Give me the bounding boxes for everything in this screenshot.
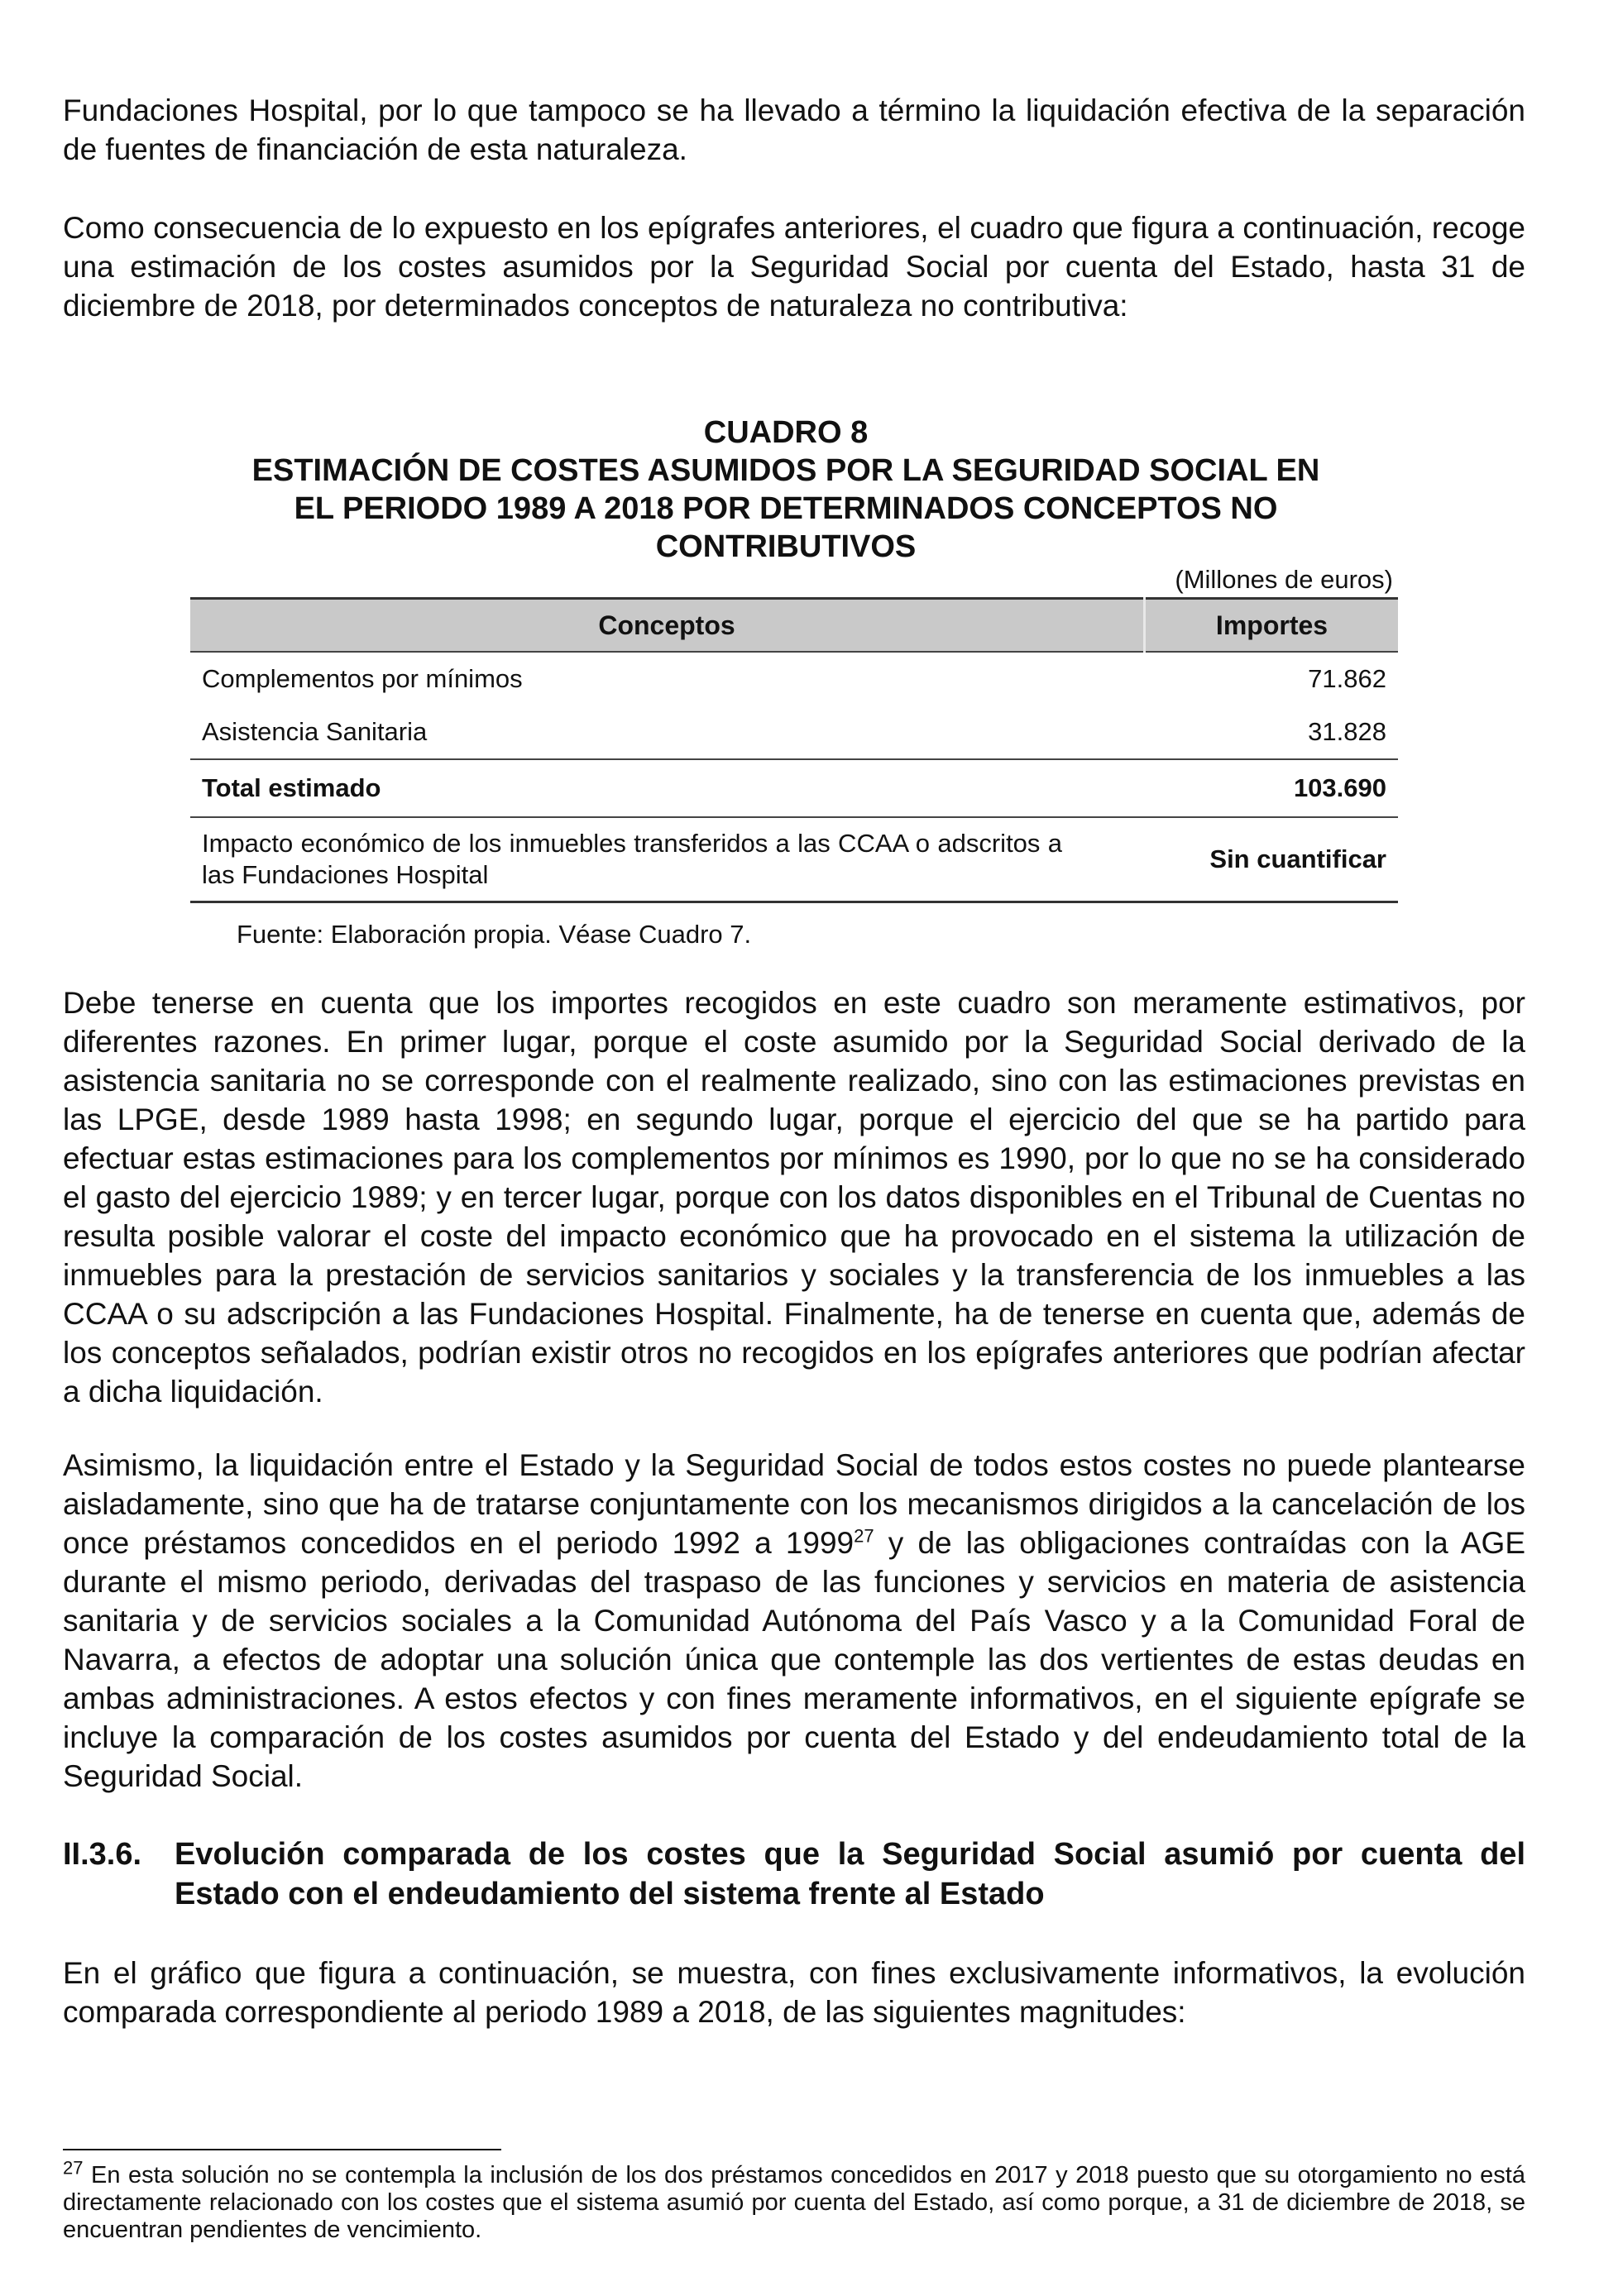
section-heading bbox=[63, 1834, 1525, 1914]
footnote bbox=[63, 2157, 1525, 2244]
total-label: Total estimado bbox=[190, 759, 1145, 817]
impact-label bbox=[190, 817, 1145, 902]
column-header-importes: Importes bbox=[1145, 599, 1399, 653]
row-concepto: Complementos por mínimos bbox=[202, 664, 523, 693]
cuadro-table bbox=[190, 597, 1398, 903]
cuadro-title bbox=[165, 414, 1406, 566]
cuadro-source: Fuente: Elaboración propia. Véase Cuadro 7. bbox=[237, 920, 752, 949]
footnote-reference[interactable]: 27 bbox=[854, 1525, 874, 1547]
paragraph-intro: Fundaciones Hospital, por lo que tampoco se ha llevado a término la liquidación efectiva de la separación de fuentes de financiación de esta naturaleza. bbox=[63, 93, 1525, 166]
row-importe: 31.828 bbox=[1308, 717, 1386, 746]
paragraph-cuadro-intro: Como consecuencia de lo expuesto en los epígrafes anteriores, el cuadro que figura a continuación, recoge una estimación de los costes asumidos por la Seguridad Social por cuenta del Estado, hasta 31 de diciembre de 2018, por determinados conceptos de naturaleza no contributiva: bbox=[63, 211, 1525, 323]
cuadro-title-line-2: EL PERIODO 1989 A 2018 POR DETERMINADOS CONCEPTOS NO bbox=[294, 491, 1278, 526]
cuadro-title-line-1: ESTIMACIÓN DE COSTES ASUMIDOS POR LA SEGURIDAD SOCIAL EN bbox=[251, 453, 1320, 488]
row-concepto: Asistencia Sanitaria bbox=[202, 717, 428, 746]
section-title: Evolución comparada de los costes que la Seguridad Social asumió por cuenta del Estado con el endeudamiento del sistema frente al Estado bbox=[175, 1837, 1525, 1911]
paragraph-liquidacion bbox=[63, 1446, 1525, 1796]
cuadro-units: (Millones de euros) bbox=[1175, 565, 1393, 594]
impact-value: Sin cuantificar bbox=[1145, 817, 1399, 902]
column-header-conceptos: Conceptos bbox=[190, 599, 1145, 653]
table-total-row bbox=[190, 759, 1398, 817]
paragraph-estimativos: Debe tenerse en cuenta que los importes recogidos en este cuadro son meramente estimativos, por diferentes razones. En primer lugar, porque el coste asumido por la Seguridad Social derivado de la asistencia sanitaria no se corresponde con el realmente realizado, sino con las estimaciones previstas en las LPGE, desde 1989 hasta 1998; en segundo lugar, porque el ejercicio del que se ha partido para efectuar estas estimaciones para los complementos por mínimos es 1990, por lo que no se ha considerado el gasto del ejercicio 1989; y en tercer lugar, porque con los datos disponibles en el Tribunal de Cuentas no resulta posible valorar el coste del impacto económico que ha provocado en el sistema la utilización de inmuebles para la prestación de servicios sanitarios y sociales y la transferencia de los inmuebles a las CCAA o su adscripción a las Fundaciones Hospital. Finalmente, ha de tenerse en cuenta que, además de los conceptos señalados, podrían existir otros no recogidos en los epígrafes anteriores que podrían afectar a dicha liquidación. bbox=[63, 986, 1525, 1409]
table-row bbox=[190, 706, 1398, 759]
impact-label-text: Impacto económico de los inmuebles transferidos a las CCAA o adscritos a las Fundaciones Hospital bbox=[202, 829, 1062, 889]
cuadro-label: CUADRO 8 bbox=[703, 415, 869, 450]
table-header-row bbox=[190, 599, 1398, 653]
paragraph-grafico-intro: En el gráfico que figura a continuación, se muestra, con fines exclusivamente informativos, la evolución comparada correspondiente al periodo 1989 a 2018, de las siguientes magnitudes: bbox=[63, 1956, 1525, 2029]
total-value: 103.690 bbox=[1145, 759, 1399, 817]
footnote-text: En esta solución no se contempla la inclusión de los dos préstamos concedidos en 2017 y 2018 puesto que su otorgamiento no está directamente relacionado con los costes que el sistema asumió por cuenta del Estado, así como porque, a 31 de diciembre de 2018, se encuentran pendientes de vencimiento. bbox=[63, 2162, 1525, 2243]
table-row bbox=[190, 652, 1398, 706]
section-number: II.3.6. bbox=[63, 1837, 142, 1872]
row-importe: 71.862 bbox=[1308, 664, 1386, 693]
table-impact-row bbox=[190, 817, 1398, 902]
paragraph-liquidacion-part-2: y de las obligaciones contraídas con la AGE durante el mismo periodo, derivadas del traspaso de las funciones y servicios en materia de asistencia sanitaria y de servicios sociales a la Comunidad Autónoma del País Vasco y a la Comunidad Foral de Navarra, a efectos de adoptar una solución única que contemple las dos vertientes de estas deudas en ambas administraciones. A estos efectos y con fines meramente informativos, en el siguiente epígrafe se incluye la comparación de los costes asumidos por cuenta del Estado y del endeudamiento total de la Seguridad Social. bbox=[63, 1526, 1525, 1793]
footnote-divider bbox=[63, 2149, 501, 2150]
footnote-marker: 27 bbox=[63, 2157, 84, 2179]
cuadro-title-line-3: CONTRIBUTIVOS bbox=[655, 529, 917, 564]
paragraph-liquidacion-part-1: Asimismo, la liquidación entre el Estado y la Seguridad Social de todos estos costes no puede plantearse aisladamente, sino que ha de tratarse conjuntamente con los mecanismos dirigidos a la cancelación de los once préstamos concedidos en el periodo 1992 a 1999 bbox=[63, 1448, 1525, 1560]
